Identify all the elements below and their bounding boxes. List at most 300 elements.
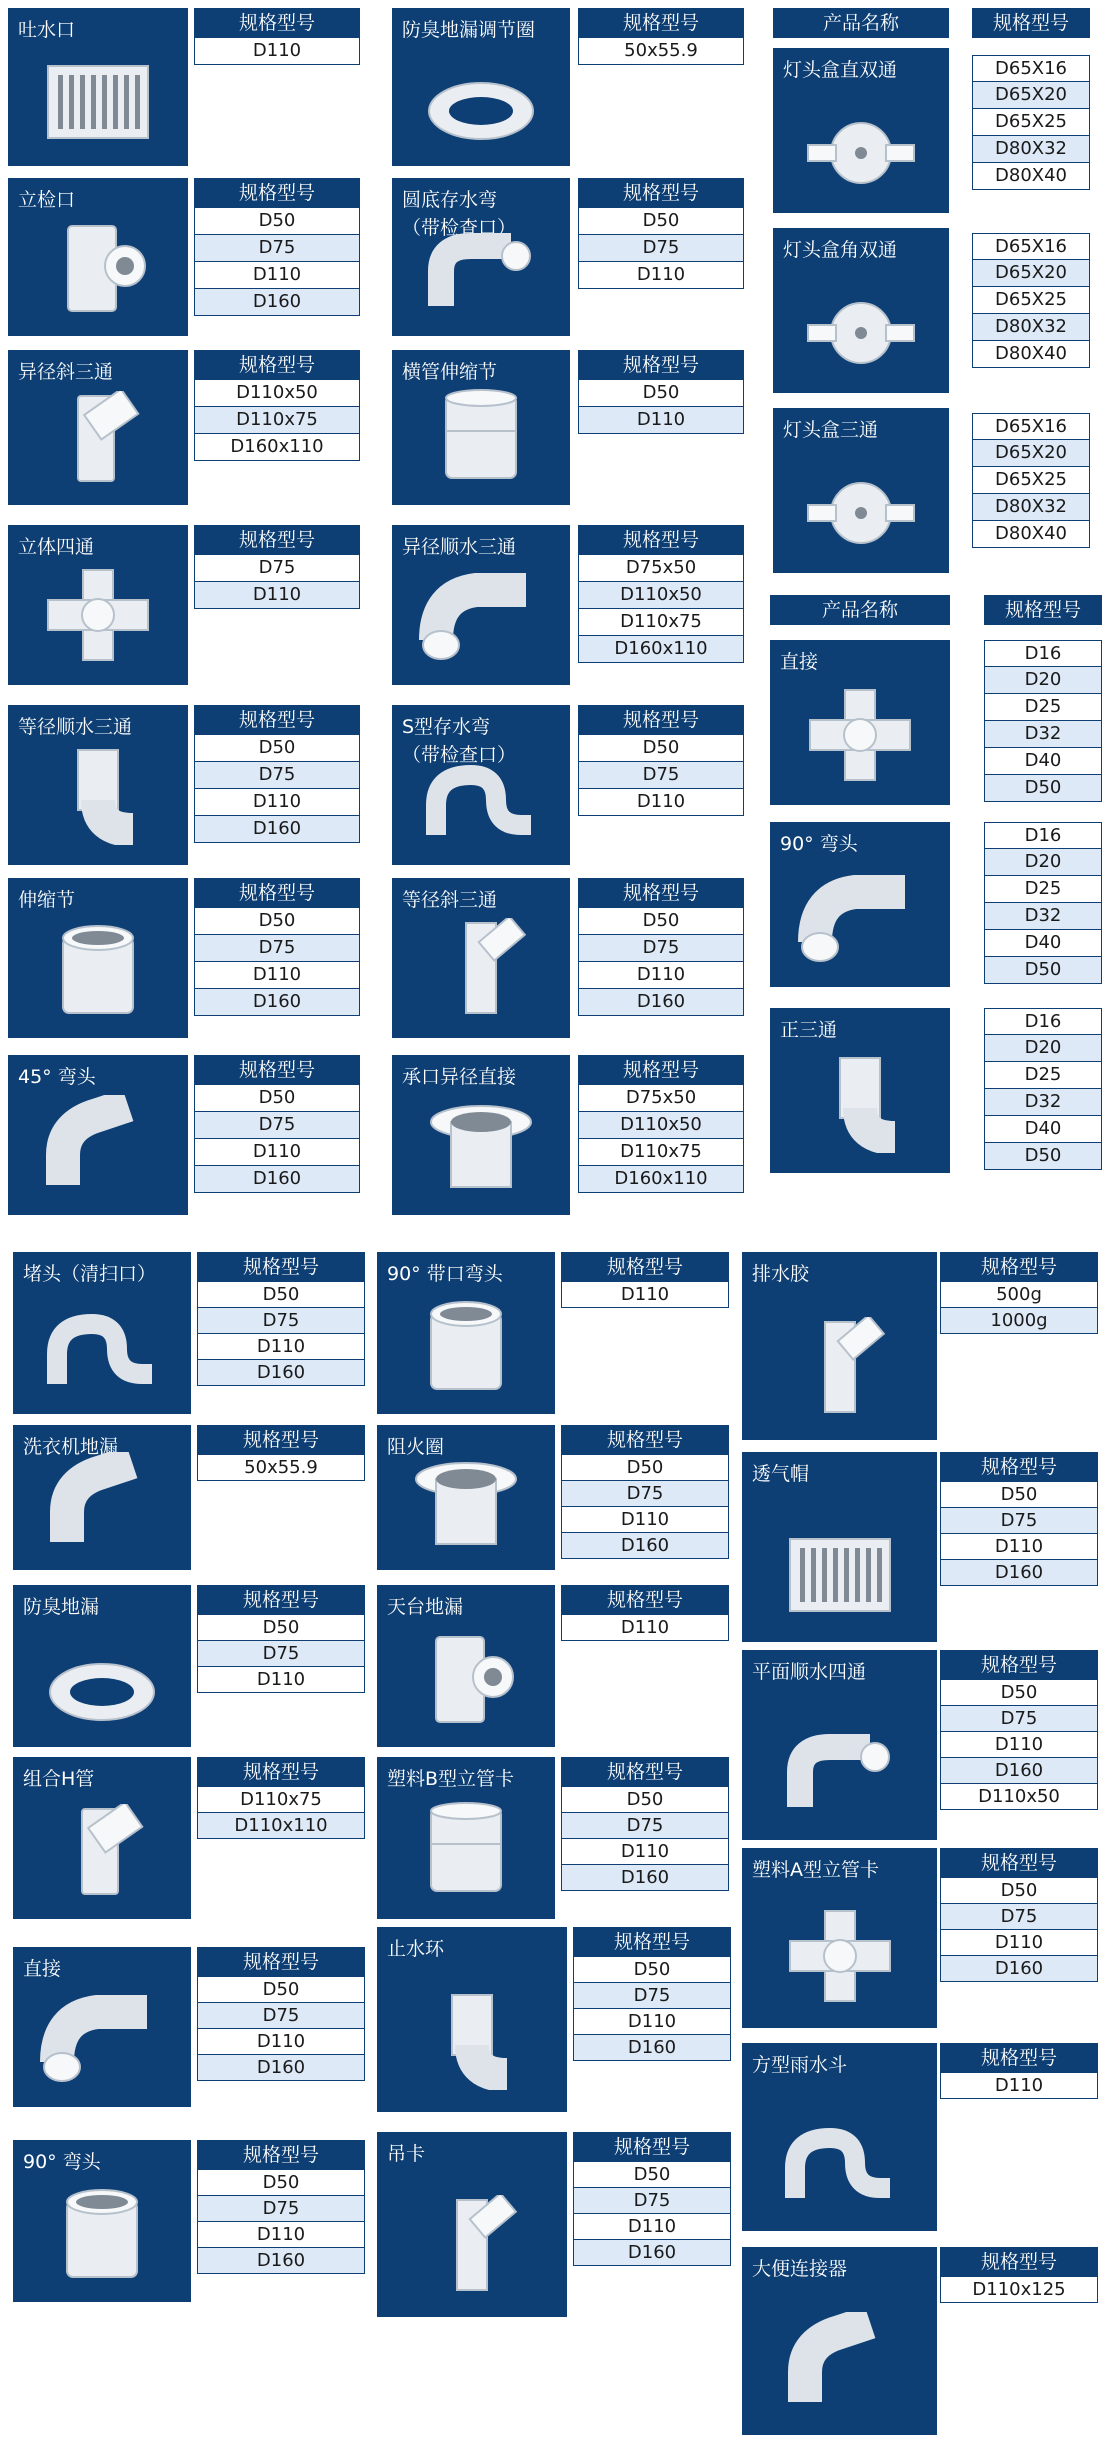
spec-cell: D65X20 [972, 260, 1090, 287]
spec-cell: D65X16 [972, 233, 1090, 260]
product-name: 等径斜三通 [402, 889, 498, 911]
spec-table [573, 1927, 731, 2061]
spec-cell: D160 [573, 2035, 731, 2061]
spec-cell: D65X20 [972, 440, 1090, 467]
product-name: 立检口 [18, 189, 76, 211]
spec-cell: D50 [940, 1878, 1098, 1904]
spec-cell: D110 [561, 1615, 729, 1641]
product-image [806, 473, 916, 557]
product-name: 透气帽 [752, 1463, 810, 1485]
spec-table [194, 878, 360, 1016]
spec-table [972, 233, 1090, 368]
spec-cell: D16 [984, 640, 1102, 667]
spec-cell: D160 [940, 1758, 1098, 1784]
spec-cell: D160 [197, 2248, 365, 2274]
spec-table [940, 1650, 1098, 1810]
product-image [42, 1657, 162, 1731]
product-image [406, 1457, 526, 1556]
spec-table-header: 规格型号 [578, 878, 744, 908]
spec-cell: D110 [197, 1667, 365, 1693]
spec-cell: D75 [197, 2196, 365, 2222]
spec-cell: D80X32 [972, 136, 1090, 163]
spec-cell: D75 [940, 1904, 1098, 1930]
spec-cell: D80X40 [972, 521, 1090, 548]
spec-cell: D25 [984, 876, 1102, 903]
spec-cell: D110 [578, 789, 744, 816]
product-card [392, 1055, 570, 1215]
product-name: 防臭地漏 [23, 1596, 100, 1618]
spec-table [578, 878, 744, 1016]
spec-cell: D160x110 [578, 1166, 744, 1193]
spec-cell: D50 [984, 1143, 1102, 1170]
spec-cell: D65X25 [972, 467, 1090, 494]
product-image [43, 745, 153, 849]
spec-cell: D160 [561, 1533, 729, 1559]
product-image [426, 386, 536, 490]
spec-table-header: 规格型号 [940, 2247, 1098, 2277]
product-name: 组合H管 [23, 1768, 95, 1790]
spec-cell: D65X16 [972, 55, 1090, 82]
spec-cell: D65X25 [972, 287, 1090, 314]
spec-table [194, 1055, 360, 1193]
spec-cell: D50 [194, 908, 360, 935]
product-image [417, 2195, 527, 2299]
spec-table-header: 规格型号 [197, 1757, 365, 1787]
product-image [42, 1804, 162, 1903]
spec-table [940, 2247, 1098, 2303]
product-card [8, 878, 188, 1038]
spec-cell: 1000g [940, 1308, 1098, 1334]
spec-table-header: 规格型号 [194, 350, 360, 380]
spec-cell: D75 [194, 235, 360, 262]
spec-cell: D160 [573, 2240, 731, 2266]
spec-cell: D50 [561, 1787, 729, 1813]
product-name: 方型雨水斗 [752, 2054, 848, 2076]
product-card [8, 178, 188, 336]
spec-table-header: 规格型号 [561, 1252, 729, 1282]
column-header-name: 产品名称 [773, 8, 949, 38]
product-name: 止水环 [387, 1938, 445, 1960]
spec-cell: D50 [984, 957, 1102, 984]
product-card [13, 2140, 191, 2302]
product-name: 塑料A型立管卡 [752, 1859, 879, 1881]
spec-table [984, 1008, 1102, 1170]
spec-cell: D110 [940, 1732, 1098, 1758]
spec-table [984, 640, 1102, 802]
product-card [8, 705, 188, 865]
spec-table-header: 规格型号 [578, 350, 744, 380]
spec-cell: D110 [578, 962, 744, 989]
spec-cell: D75 [573, 2188, 731, 2214]
product-name: 横管伸缩节 [402, 361, 498, 383]
spec-cell: D50 [197, 1977, 365, 2003]
product-name: 90° 弯头 [780, 833, 858, 855]
product-name: 防臭地漏调节圈 [402, 19, 536, 41]
product-image [421, 1100, 541, 1199]
product-card [13, 1425, 191, 1570]
product-card [13, 1252, 191, 1414]
product-name: 灯头盒三通 [783, 419, 879, 441]
spec-table [578, 178, 744, 289]
spec-cell: D32 [984, 903, 1102, 930]
product-name: 阻火圈 [387, 1436, 445, 1458]
spec-table-header: 规格型号 [940, 1848, 1098, 1878]
product-card [8, 8, 188, 166]
spec-table-header: 规格型号 [573, 1927, 731, 1957]
product-image [421, 76, 541, 150]
spec-table [561, 1585, 729, 1641]
product-name: 灯头盒直双通 [783, 59, 898, 81]
product-image [411, 1294, 521, 1398]
product-card [770, 640, 950, 805]
spec-cell: D25 [984, 1062, 1102, 1089]
product-card [377, 1927, 567, 2112]
spec-cell: D75 [561, 1481, 729, 1507]
spec-cell: D160x110 [194, 434, 360, 461]
spec-cell: D110x50 [194, 380, 360, 407]
spec-cell: D160 [561, 1865, 729, 1891]
spec-table [194, 525, 360, 609]
product-card [742, 1252, 937, 1440]
product-image [426, 918, 536, 1022]
spec-cell: D75 [194, 1112, 360, 1139]
spec-cell: D75 [578, 935, 744, 962]
spec-cell: D80X40 [972, 163, 1090, 190]
product-card [377, 1252, 555, 1414]
spec-cell: D50 [578, 735, 744, 762]
spec-cell: D110 [561, 1507, 729, 1533]
spec-table-header: 规格型号 [194, 178, 360, 208]
spec-table-header: 规格型号 [194, 8, 360, 38]
spec-table [578, 350, 744, 434]
product-card [13, 1585, 191, 1747]
product-card [742, 1848, 937, 2028]
spec-cell: 500g [940, 1282, 1098, 1308]
spec-cell: D50 [578, 380, 744, 407]
spec-cell: D50 [561, 1455, 729, 1481]
spec-table [972, 413, 1090, 548]
spec-cell: D160 [197, 1360, 365, 1386]
product-name: 大便连接器 [752, 2258, 848, 2280]
spec-cell: D16 [984, 822, 1102, 849]
spec-cell: D50 [197, 1615, 365, 1641]
spec-cell: D40 [984, 930, 1102, 957]
spec-cell: D110x110 [197, 1813, 365, 1839]
product-card [13, 1947, 191, 2107]
spec-cell: D110 [561, 1839, 729, 1865]
column-header-name: 产品名称 [770, 595, 950, 625]
spec-table [573, 2132, 731, 2266]
spec-table [578, 1055, 744, 1193]
spec-cell: D110x125 [940, 2277, 1098, 2303]
spec-cell: D75 [197, 1308, 365, 1334]
product-name: 45° 弯头 [18, 1066, 96, 1088]
product-card [392, 705, 570, 865]
spec-cell: D50 [984, 775, 1102, 802]
product-image [47, 2182, 157, 2286]
spec-table-header: 规格型号 [573, 2132, 731, 2162]
product-card [392, 8, 570, 166]
spec-cell: D32 [984, 721, 1102, 748]
product-image [38, 1095, 158, 1199]
spec-cell: D110 [578, 407, 744, 434]
spec-cell: D160 [194, 1166, 360, 1193]
spec-cell: D50 [194, 208, 360, 235]
spec-cell: D110 [578, 262, 744, 289]
product-image [775, 2113, 905, 2212]
column-header-spec: 规格型号 [984, 595, 1102, 625]
spec-table [940, 1452, 1098, 1586]
spec-cell: D50 [578, 208, 744, 235]
product-card [742, 1650, 937, 1840]
product-image [43, 221, 153, 320]
spec-table [197, 2140, 365, 2274]
product-card [770, 1008, 950, 1173]
spec-cell: D65X20 [972, 82, 1090, 109]
spec-table [561, 1425, 729, 1559]
product-name: 伸缩节 [18, 889, 76, 911]
product-image [42, 1452, 162, 1556]
product-card [773, 228, 949, 393]
spec-table-header: 规格型号 [561, 1585, 729, 1615]
spec-cell: D110 [194, 1139, 360, 1166]
spec-cell: D75 [940, 1706, 1098, 1732]
product-card [377, 1425, 555, 1570]
product-name: 正三通 [780, 1019, 838, 1041]
product-card [770, 822, 950, 987]
spec-table-header: 规格型号 [940, 1452, 1098, 1482]
column-header-spec: 规格型号 [972, 8, 1090, 38]
spec-cell: D20 [984, 667, 1102, 694]
spec-table [940, 1848, 1098, 1982]
product-name: 90° 弯头 [23, 2151, 101, 2173]
product-name: 承口异径直接 [402, 1066, 517, 1088]
spec-table-header: 规格型号 [940, 1252, 1098, 1282]
product-name: 直接 [23, 1958, 62, 1980]
product-name: 平面顺水四通 [752, 1661, 867, 1683]
product-image [416, 750, 546, 849]
product-card [392, 878, 570, 1038]
product-card [773, 408, 949, 573]
spec-table-header: 规格型号 [940, 1650, 1098, 1680]
spec-table-header: 规格型号 [561, 1425, 729, 1455]
product-image [37, 1299, 167, 1398]
spec-table-header: 规格型号 [194, 878, 360, 908]
spec-table [578, 525, 744, 663]
product-image [43, 918, 153, 1022]
spec-cell: 50x55.9 [197, 1455, 365, 1481]
spec-table-header: 规格型号 [197, 1252, 365, 1282]
spec-cell: D110 [194, 582, 360, 609]
spec-cell: D80X32 [972, 494, 1090, 521]
spec-table [197, 1425, 365, 1481]
product-image [785, 1317, 895, 1421]
product-image [411, 1799, 521, 1903]
spec-table [194, 350, 360, 461]
spec-table [940, 1252, 1098, 1334]
spec-cell: D50 [573, 1957, 731, 1983]
spec-cell: D75 [194, 762, 360, 789]
product-card [377, 1757, 555, 1919]
spec-cell: D110 [194, 962, 360, 989]
spec-cell: D20 [984, 849, 1102, 876]
product-name: 塑料B型立管卡 [387, 1768, 515, 1790]
product-name: 堵头（清扫口） [23, 1263, 157, 1285]
spec-cell: D110 [197, 2029, 365, 2055]
product-name: 吐水口 [18, 19, 76, 41]
spec-cell: D75 [940, 1508, 1098, 1534]
spec-cell: D50 [197, 1282, 365, 1308]
spec-table-header: 规格型号 [561, 1757, 729, 1787]
spec-cell: D32 [984, 1089, 1102, 1116]
product-image [421, 226, 541, 320]
spec-cell: D50 [194, 1085, 360, 1112]
spec-cell: D75x50 [578, 555, 744, 582]
spec-cell: D50 [940, 1482, 1098, 1508]
product-name: 排水胶 [752, 1263, 810, 1285]
spec-cell: D40 [984, 748, 1102, 775]
spec-cell: D160 [197, 2055, 365, 2081]
spec-cell: D75 [197, 2003, 365, 2029]
product-name: 直接 [780, 651, 819, 673]
product-name: 洗衣机地漏 [23, 1436, 119, 1458]
spec-cell: D160 [578, 989, 744, 1016]
product-name: 90° 带口弯头 [387, 1263, 503, 1285]
spec-table [197, 1947, 365, 2081]
product-name: 等径顺水三通 [18, 716, 133, 738]
spec-table [197, 1252, 365, 1386]
spec-table [197, 1585, 365, 1693]
spec-cell: D110 [940, 2073, 1098, 2099]
spec-cell: D75 [197, 1641, 365, 1667]
product-card [13, 1757, 191, 1919]
spec-table-header: 规格型号 [194, 1055, 360, 1085]
product-image [795, 867, 925, 971]
spec-cell: D25 [984, 694, 1102, 721]
spec-cell: D110x75 [194, 407, 360, 434]
spec-cell: D110 [940, 1930, 1098, 1956]
spec-table-header: 规格型号 [197, 1585, 365, 1615]
spec-table-header: 规格型号 [197, 2140, 365, 2170]
product-card [392, 525, 570, 685]
spec-cell: D110x75 [578, 1139, 744, 1166]
spec-table [197, 1757, 365, 1839]
spec-cell: D160 [194, 816, 360, 843]
spec-table-header: 规格型号 [578, 525, 744, 555]
product-card [8, 525, 188, 685]
product-name: 吊卡 [387, 2143, 426, 2165]
product-image [38, 391, 158, 490]
spec-cell: D75 [194, 555, 360, 582]
spec-cell: D110 [561, 1282, 729, 1308]
spec-table [561, 1757, 729, 1891]
spec-cell: D160 [940, 1560, 1098, 1586]
product-image [411, 1632, 521, 1731]
spec-table [984, 822, 1102, 984]
product-card [773, 48, 949, 213]
spec-cell: D50 [940, 1680, 1098, 1706]
spec-cell: D110 [194, 38, 360, 65]
spec-cell: D80X40 [972, 341, 1090, 368]
product-name: 天台地漏 [387, 1596, 464, 1618]
product-image [805, 1053, 915, 1157]
spec-cell: D20 [984, 1035, 1102, 1062]
product-card [8, 350, 188, 505]
spec-cell: D110 [573, 2009, 731, 2035]
spec-table [940, 2043, 1098, 2099]
spec-table-header: 规格型号 [940, 2043, 1098, 2073]
spec-cell: D110 [197, 1334, 365, 1360]
spec-cell: D75 [573, 1983, 731, 2009]
product-image [800, 685, 920, 789]
spec-cell: D110 [194, 789, 360, 816]
spec-table-header: 规格型号 [578, 705, 744, 735]
spec-cell: D80X32 [972, 314, 1090, 341]
product-image [416, 565, 546, 669]
product-image [780, 1727, 900, 1821]
spec-cell: D65X25 [972, 109, 1090, 136]
product-image [780, 1906, 900, 2010]
spec-table-header: 规格型号 [578, 8, 744, 38]
product-card [742, 1452, 937, 1642]
spec-table [194, 705, 360, 843]
product-image [38, 61, 158, 150]
spec-table [578, 705, 744, 816]
spec-cell: D110 [573, 2214, 731, 2240]
spec-table-header: 规格型号 [578, 178, 744, 208]
product-name: 圆底存水弯 （带检查口） [402, 189, 517, 239]
product-name: 异径顺水三通 [402, 536, 517, 558]
product-image [38, 565, 158, 669]
spec-cell: D160 [940, 1956, 1098, 1982]
spec-cell: D110x75 [578, 609, 744, 636]
spec-cell: D75x50 [578, 1085, 744, 1112]
spec-cell: D160 [194, 989, 360, 1016]
product-card [742, 2247, 937, 2435]
spec-cell: D50 [573, 2162, 731, 2188]
spec-cell: D110x50 [578, 1112, 744, 1139]
product-image [806, 293, 916, 377]
spec-cell: D110x75 [197, 1787, 365, 1813]
product-card [392, 178, 570, 336]
product-name: 灯头盒角双通 [783, 239, 898, 261]
spec-cell: D110 [197, 2222, 365, 2248]
product-name: 立体四通 [18, 536, 95, 558]
spec-cell: D75 [578, 235, 744, 262]
spec-table [194, 178, 360, 316]
spec-table-header: 规格型号 [197, 1947, 365, 1977]
spec-cell: D50 [578, 908, 744, 935]
product-name: S型存水弯 （带检查口） [402, 716, 517, 766]
product-name: 异径斜三通 [18, 361, 114, 383]
spec-cell: D65X16 [972, 413, 1090, 440]
spec-cell: D160x110 [578, 636, 744, 663]
spec-table-header: 规格型号 [197, 1425, 365, 1455]
spec-table-header: 规格型号 [578, 1055, 744, 1085]
product-image [780, 1534, 900, 1623]
product-image [37, 1987, 167, 2091]
product-card [377, 2132, 567, 2317]
spec-table-header: 规格型号 [194, 525, 360, 555]
spec-table [972, 55, 1090, 190]
product-image [417, 1990, 527, 2094]
spec-cell: 50x55.9 [578, 38, 744, 65]
spec-cell: D75 [194, 935, 360, 962]
product-card [8, 1055, 188, 1215]
spec-table [578, 8, 744, 65]
spec-cell: D40 [984, 1116, 1102, 1143]
spec-cell: D16 [984, 1008, 1102, 1035]
